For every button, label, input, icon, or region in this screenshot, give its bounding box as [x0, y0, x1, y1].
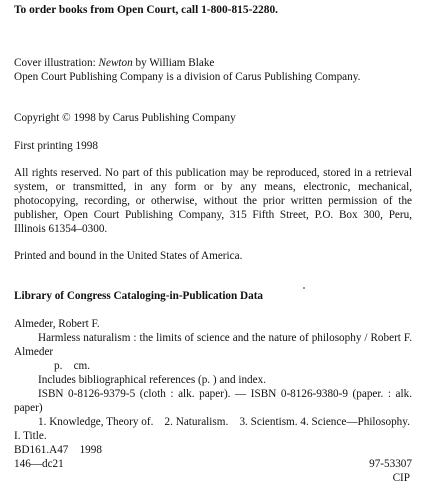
division-statement: Open Court Publishing Company is a division of Carus Publishing Company. — [14, 71, 361, 83]
cover-title: Newton — [98, 57, 133, 69]
cip-record — [14, 317, 422, 485]
cip-class-row — [14, 457, 412, 471]
cip-lccn: 97-53307 — [369, 458, 412, 470]
cip-subjects: 1. Knowledge, Theory of. 2. Naturalism. 3. Scientism. 4. Science—Philosophy. I. Title. — [14, 416, 422, 442]
cover-suffix: by William Blake — [132, 57, 215, 69]
cip-title: Harmless naturalism : the limits of science and the nature of philosophy / Robert F. Almeder — [14, 332, 412, 358]
printed-statement: Printed and bound in the United States of America. — [14, 250, 243, 262]
cover-illustration-line — [14, 56, 412, 70]
cip-call-number: BD161.A47 1998 — [14, 444, 102, 456]
order-line: To order books from Open Court, call 1-800-815-2280. — [14, 4, 278, 16]
cip-author: Almeder, Robert F. — [14, 318, 100, 330]
first-printing: First printing 1998 — [14, 140, 98, 152]
cip-label: CIP — [392, 472, 410, 484]
cover-credit — [14, 56, 412, 84]
cover-prefix: Cover illustration: — [14, 57, 99, 69]
rights-statement: All rights reserved. No part of this publication may be reproduced, stored in a retrieval system, or transmitted, in any form or by any means, electronic, mechanical, photocopying, recording, or otherwise, without the prior written permission of the publisher, Open Court Publishing Company, 315 Fifth Street, P.O. Box 300, Peru, Illinois 61354–0300. — [14, 167, 412, 235]
print-speck — [303, 287, 305, 289]
cip-includes: Includes bibliographical references (p. ) and index. — [38, 374, 267, 386]
cip-isbn: ISBN 0-8126-9379-5 (cloth : alk. paper). — ISBN 0-8126-9380-9 (paper. : alk. paper) — [14, 388, 412, 414]
cip-pages: p. cm. — [54, 360, 91, 372]
copyright-notice: Copyright © 1998 by Carus Publishing Company — [14, 112, 236, 124]
cip-heading: Library of Congress Cataloging-in-Publication Data — [14, 290, 264, 302]
cip-dewey: 146—dc21 — [14, 458, 64, 470]
